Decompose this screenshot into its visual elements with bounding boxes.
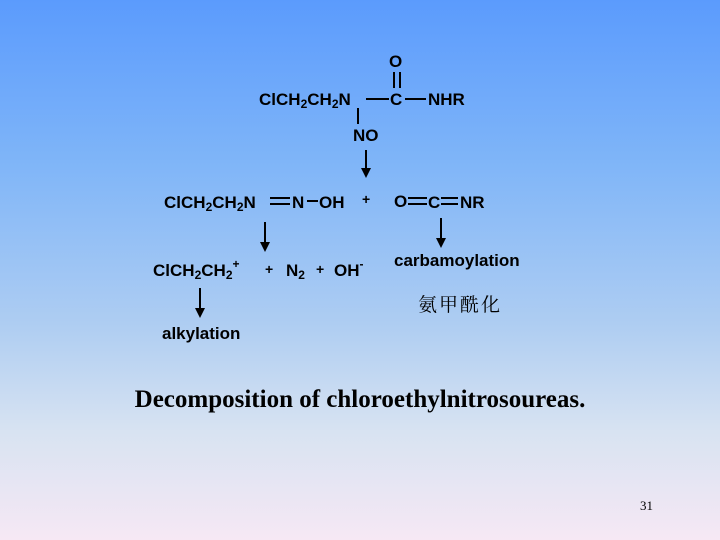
cation-arrow-head [260,242,270,252]
plus-sign-intermediate: + [362,191,371,207]
diazo-nitrogen: N [292,193,305,212]
slide-caption: Decomposition of chloroethylnitrosoureas. [134,386,586,413]
isocyanate-carbon: C [428,193,441,212]
carbamoylation-label: carbamoylation [394,251,520,270]
nitrogen-gas: $N_2$ [286,261,305,282]
isocyanate-nr: NR [460,193,485,212]
hydroxyl-group: OH [319,193,345,212]
plus-sign-2: + [316,261,325,277]
alkylation-label: alkylation [162,324,241,343]
hydroxide-ion: OH- [334,257,364,280]
carbamoylation-arrow-head [436,238,446,248]
carbonyl-oxygen: O [389,52,403,71]
carbamoylation-chinese-label: 氨甲酰化 [418,294,503,316]
diazohydroxide-chain: $ClCH_2CH_2N$ [164,193,256,214]
nitroso-group: NO [353,126,379,145]
nhr-group: NHR [428,90,465,109]
plus-sign-1: + [265,261,274,277]
page-number: 31 [640,498,653,513]
carbonyl-carbon: C [390,90,403,109]
reaction-arrow-head [361,168,371,178]
reactant-chloroethyl-chain: $ClCH_2CH_2N$ [259,90,351,111]
alkylation-arrow-head [195,308,205,318]
isocyanate-oxygen: O [394,192,408,211]
chloroethyl-cation: $ClCH_2CH_2^+$ [153,257,240,282]
